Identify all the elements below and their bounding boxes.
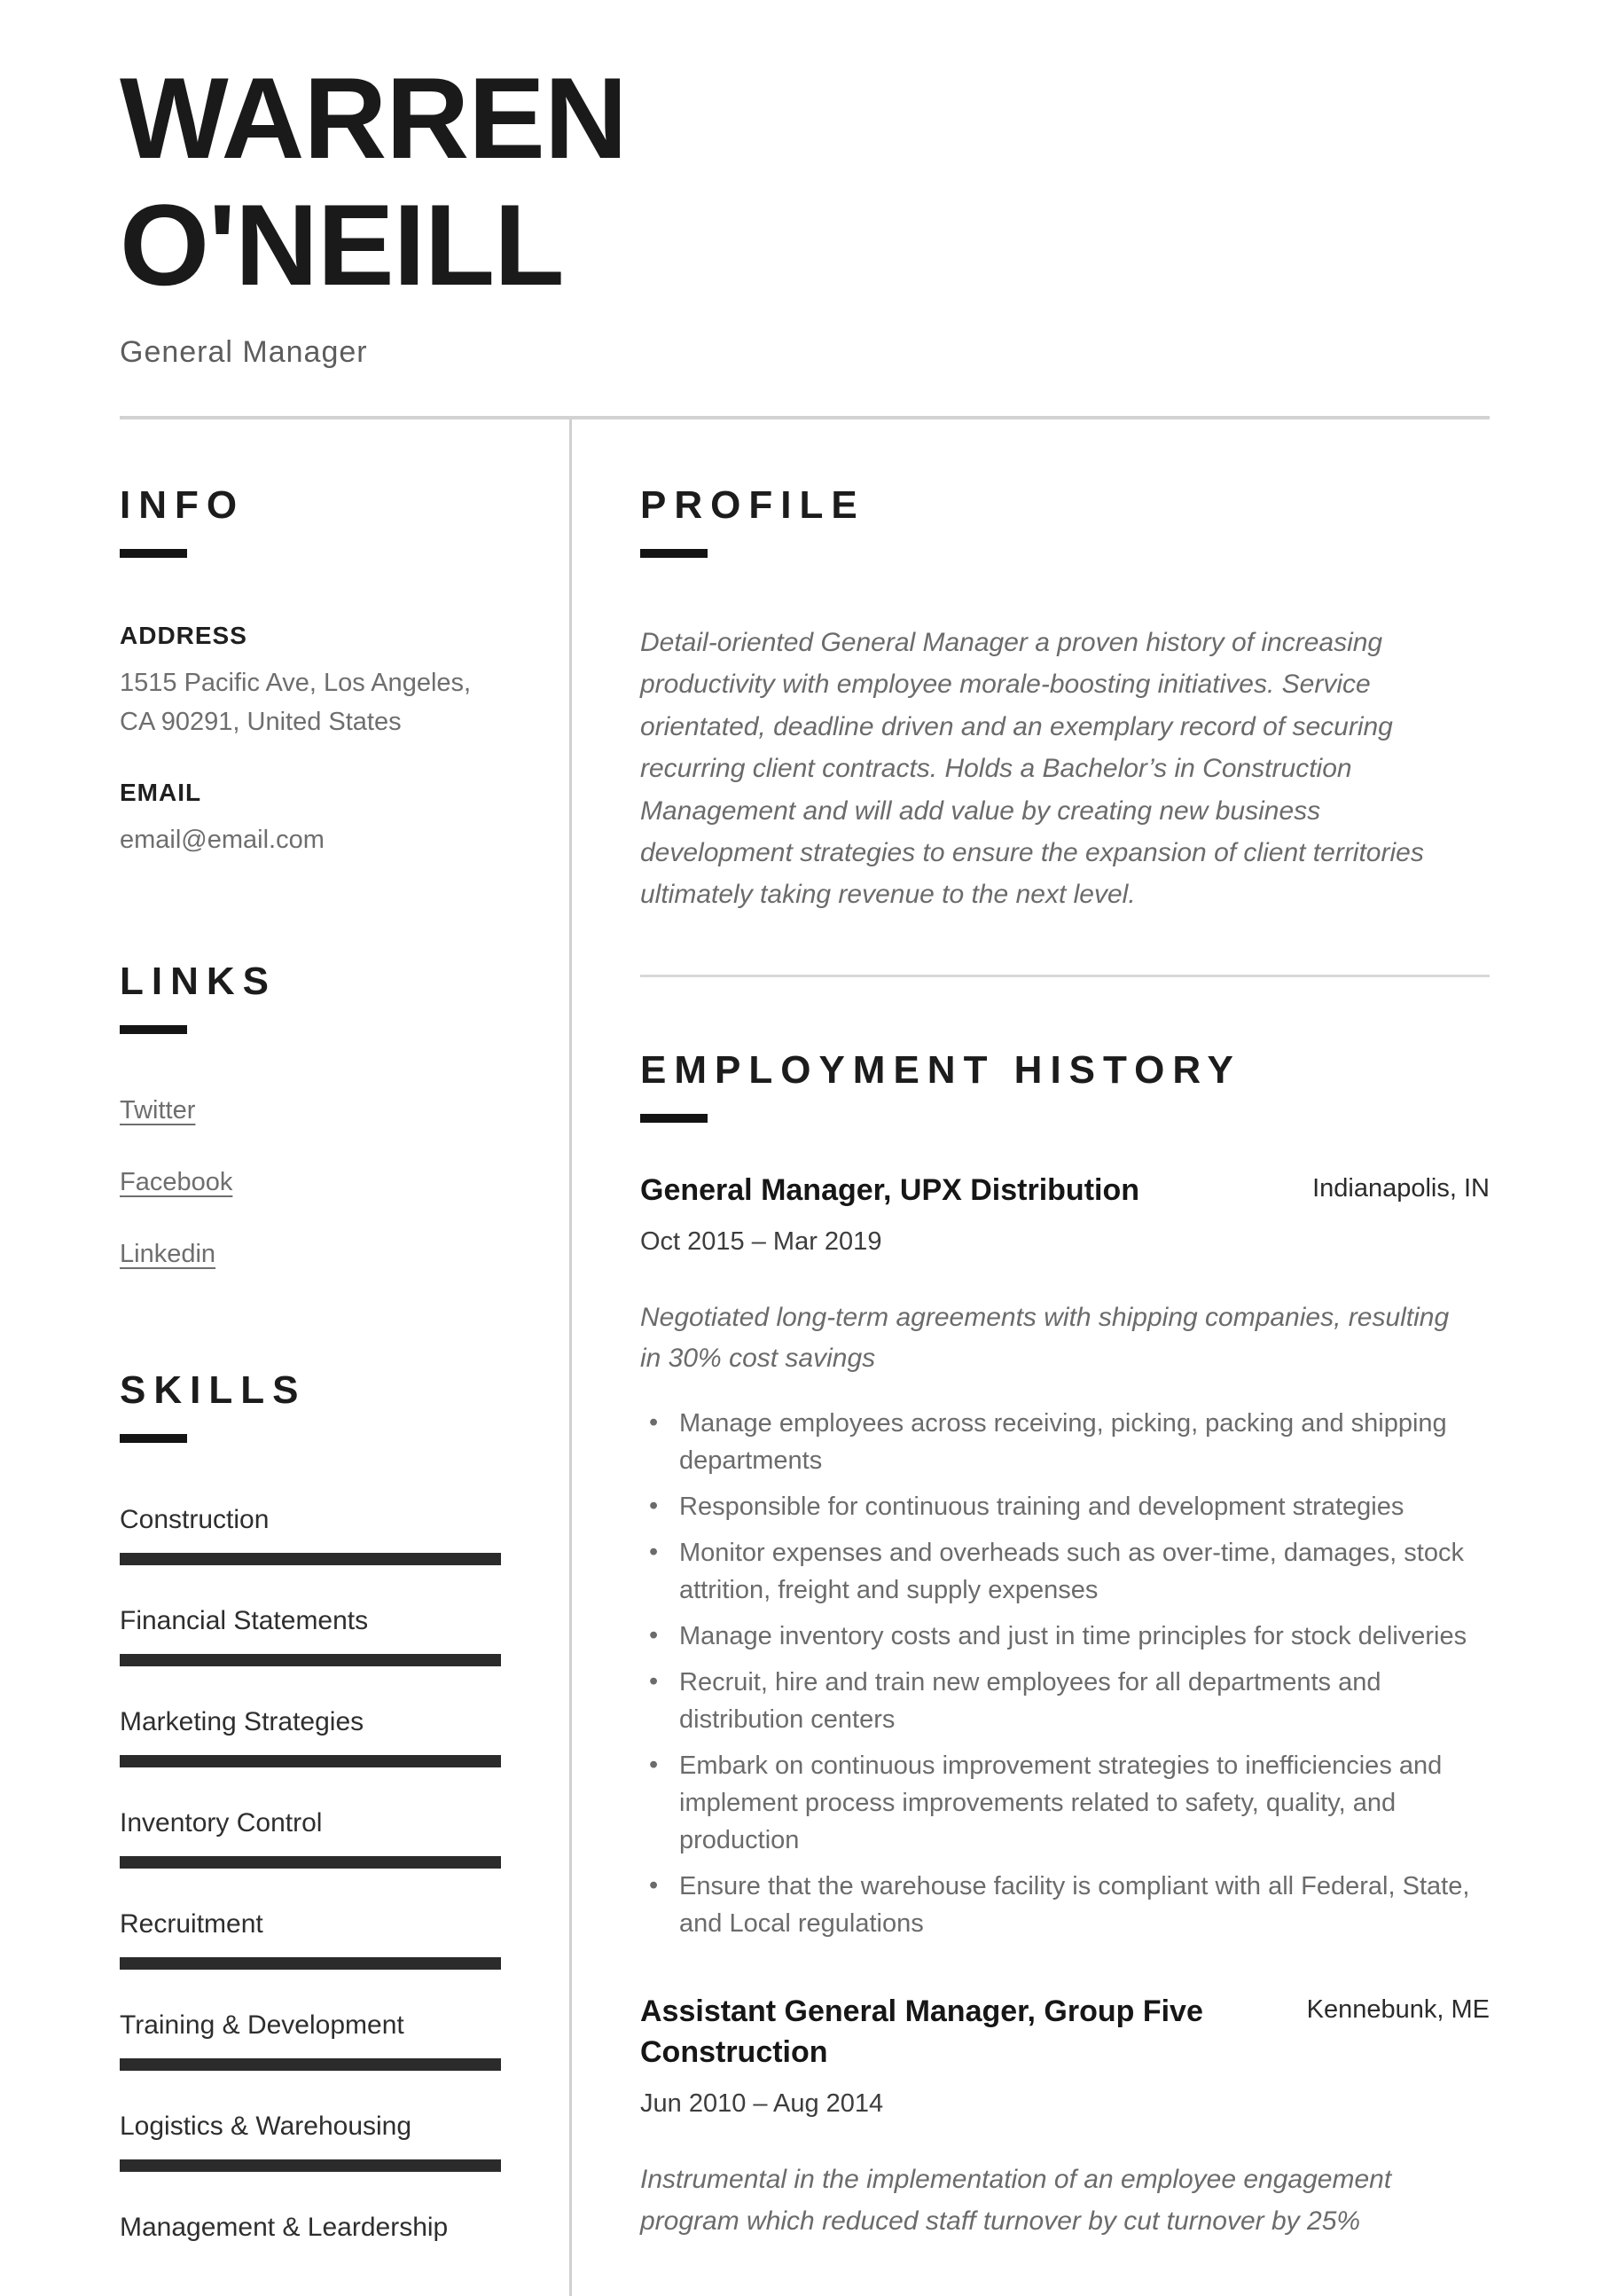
skill-name: Logistics & Warehousing: [120, 2111, 412, 2141]
skill-level-bar: [120, 1957, 501, 1970]
job-header: [640, 1992, 1490, 2073]
sidebar: [120, 419, 572, 2296]
resume-body: [120, 419, 1490, 2296]
job-header: [640, 1171, 1490, 1211]
job-bullet: • Embark on continuous improvement strategies to inefficiencies and implement process improvements related to safety, quality, and production: [640, 1747, 1474, 1859]
link-facebook[interactable]: Facebook: [120, 1167, 233, 1196]
skill-name: Financial Statements: [120, 1605, 369, 1635]
skill-name: Inventory Control: [120, 1807, 323, 1838]
job-bullet: • Recruit, hire and train new employees for all departments and distribution centers: [640, 1664, 1474, 1738]
job-bullet: • Manage employees across receiving, picking, packing and shipping departments: [640, 1405, 1474, 1479]
skill-item: [120, 2112, 501, 2172]
job-title: General Manager, UPX Distribution: [640, 1172, 1140, 1207]
skill-level-bar: [120, 2159, 501, 2172]
job-summary: Instrumental in the implementation of an employee engagement program which reduced staff turnover by cut turnover by 25%: [640, 2165, 1392, 2236]
skill-item: [120, 2213, 501, 2243]
skill-name: Recruitment: [120, 1908, 263, 1939]
links-heading: LINKS: [120, 959, 277, 1003]
link-linkedin[interactable]: Linkedin: [120, 1239, 216, 1268]
skill-item: [120, 1505, 501, 1565]
heading-underline: [120, 1434, 187, 1443]
info-section: [120, 483, 501, 860]
first-name: WARREN: [120, 53, 627, 183]
job-bullet: • Monitor expenses and overheads such as over-time, damages, stock attrition, freight and supply expenses: [640, 1534, 1474, 1609]
job-dates: Oct 2015 – Mar 2019: [640, 1226, 882, 1256]
skill-item: [120, 1808, 501, 1869]
job-location: Indianapolis, IN: [1312, 1173, 1490, 1203]
link-twitter[interactable]: Twitter: [120, 1095, 196, 1124]
email-value: email@email.com: [120, 826, 325, 854]
person-job-title: General Manager: [120, 335, 368, 369]
job-bullet: • Ensure that the warehouse facility is compliant with all Federal, State, and Local regulations: [640, 1868, 1474, 1942]
skill-level-bar: [120, 1654, 501, 1666]
last-name: O'NEILL: [120, 180, 564, 310]
skills-section: [120, 1368, 501, 2243]
email-label: EMAIL: [120, 779, 202, 806]
job-summary: Negotiated long-term agreements with shipping companies, resulting in 30% cost savings: [640, 1302, 1450, 1374]
job-entry: [640, 1992, 1490, 2242]
info-heading: INFO: [120, 483, 246, 527]
resume-header: [120, 55, 1490, 370]
skill-level-bar: [120, 2058, 501, 2071]
skill-level-bar: [120, 1553, 501, 1565]
profile-section: [640, 483, 1490, 916]
profile-heading: PROFILE: [640, 483, 865, 527]
skill-level-bar: [120, 1755, 501, 1767]
person-name: [120, 55, 1490, 309]
job-location: Kennebunk, ME: [1306, 1995, 1490, 2025]
skill-item: [120, 2010, 501, 2071]
skill-level-bar: [120, 1856, 501, 1869]
skill-item: [120, 1606, 501, 1666]
profile-text: Detail-oriented General Manager a proven history of increasing productivity with employee morale-boosting initiatives. Service orientated, deadline driven and an exemplary record of securing recurring client contracts. Holds a Bachelor’s in Construction Management and will add value by creating new business development strategies to ensure the expansion of client territories ultimately taking revenue to the next level.: [640, 628, 1424, 910]
heading-underline: [640, 1114, 708, 1123]
skill-name: Construction: [120, 1504, 270, 1534]
job-entry: [640, 1171, 1490, 1943]
job-title: Assistant General Manager, Group Five Construction: [640, 1994, 1203, 2070]
links-section: [120, 960, 501, 1269]
heading-underline: [640, 549, 708, 558]
address-label: ADDRESS: [120, 622, 247, 649]
skills-heading: SKILLS: [120, 1367, 307, 1412]
skill-name: Training & Development: [120, 2010, 404, 2040]
section-divider: [640, 975, 1490, 977]
employment-section: [640, 1048, 1490, 2242]
heading-underline: [120, 1025, 187, 1034]
job-bullet: • Responsible for continuous training and development strategies: [640, 1488, 1474, 1525]
job-bullets: [640, 1405, 1474, 1943]
skill-item: [120, 1909, 501, 1970]
job-dates: Jun 2010 – Aug 2014: [640, 2089, 884, 2119]
skill-name: Marketing Strategies: [120, 1706, 364, 1736]
job-bullet: • Manage inventory costs and just in time principles for stock deliveries: [640, 1618, 1474, 1655]
address-value: 1515 Pacific Ave, Los Angeles, CA 90291, United States: [120, 669, 472, 736]
main-column: [572, 419, 1490, 2296]
skill-name: Management & Leardership: [120, 2212, 449, 2242]
skill-item: [120, 1707, 501, 1767]
heading-underline: [120, 549, 187, 558]
employment-heading: EMPLOYMENT HISTORY: [640, 1047, 1241, 1092]
